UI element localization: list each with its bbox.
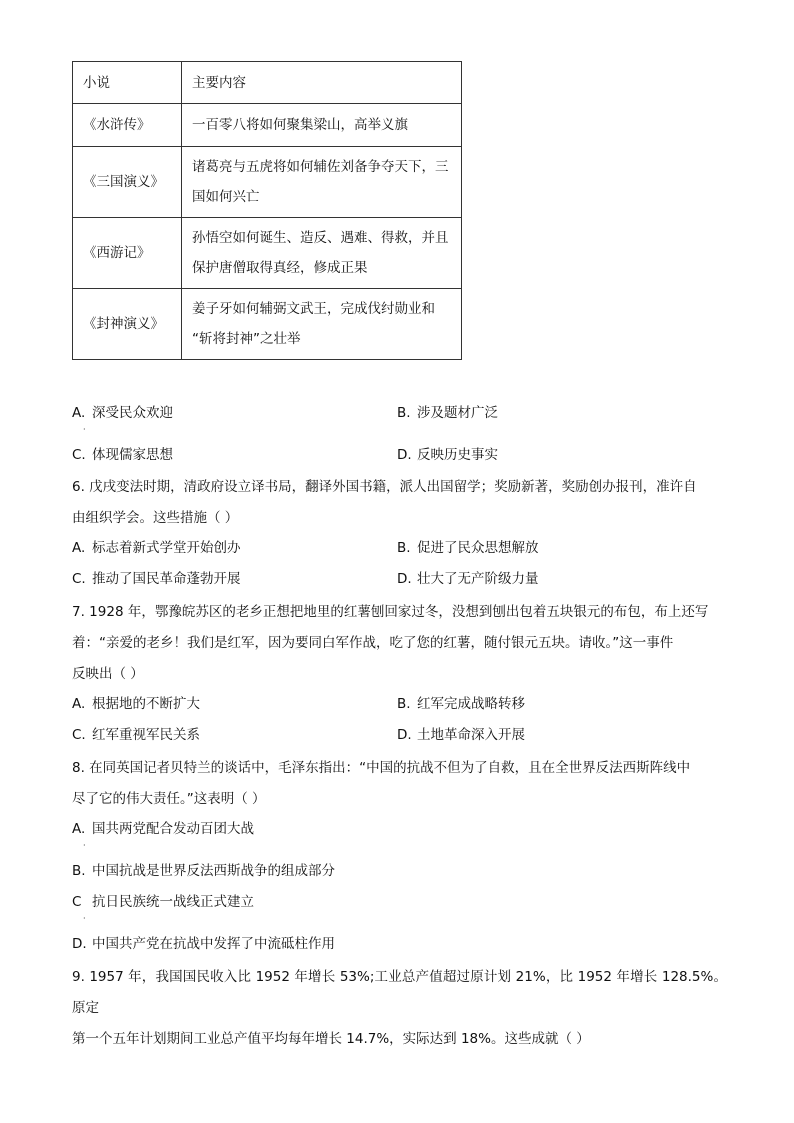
table-cell-novel: 《三国演义》	[73, 147, 182, 218]
option-text: 标志着新式学堂开始创办	[92, 540, 241, 556]
answer-mark-dot: ·	[83, 841, 86, 850]
q8-option-c[interactable]	[72, 892, 254, 912]
option-text: 红军重视军民关系	[92, 727, 200, 743]
q5-option-b[interactable]	[397, 403, 498, 423]
option-letter: B.	[397, 405, 411, 421]
option-text: 根据地的不断扩大	[92, 696, 200, 712]
option-text: 中国抗战是世界反法西斯战争的组成部分	[92, 863, 335, 879]
option-letter: D.	[397, 727, 412, 743]
option-text: 促进了民众思想解放	[417, 540, 539, 556]
table-row	[73, 289, 462, 360]
option-letter: C.	[72, 447, 86, 463]
option-letter: C.	[72, 727, 86, 743]
table-header-row	[73, 62, 462, 104]
q9-stem-line: 9. 1957 年，我国国民收入比 1952 年增长 53%;工业总产值超过原计划 21%，比 1952 年增长 128.5%。原定	[72, 969, 727, 1016]
content-line: 保护唐僧取得真经，修成正果	[192, 260, 368, 276]
q5-option-d[interactable]	[397, 445, 498, 465]
q7-stem-line: 着：“亲爱的老乡！我们是红军，因为要同白军作战，吃了您的红薯，随付银元五块。请收。”这一事件	[72, 635, 674, 651]
q8-stem-line: 尽了它的伟大责任。”这表明（ ）	[72, 791, 266, 807]
novel-content-table	[72, 61, 462, 360]
content-line: “斩将封神”之壮举	[192, 331, 301, 347]
option-text: 土地革命深入开展	[417, 727, 525, 743]
option-text: 反映历史事实	[417, 447, 498, 463]
q8-option-d[interactable]	[72, 934, 335, 954]
q6-option-b[interactable]	[397, 538, 539, 558]
option-text: 红军完成战略转移	[417, 696, 525, 712]
table-row	[73, 147, 462, 218]
q7-stem-line: 7. 1928 年，鄂豫皖苏区的老乡正想把地里的红薯刨回家过冬，没想到刨出包着五块银元的布包，布上还写	[72, 604, 709, 620]
q9-stem-line: 第一个五年计划期间工业总产值平均每年增长 14.7%，实际达到 18%。这些成就（ ）	[72, 1031, 590, 1047]
q5-option-c[interactable]	[72, 445, 173, 465]
option-text: 壮大了无产阶级力量	[417, 571, 539, 587]
table-row	[73, 218, 462, 289]
q8-option-b[interactable]	[72, 861, 335, 881]
table-cell-content: 一百零八将如何聚集梁山，高举义旗	[182, 104, 462, 147]
table-cell-novel: 《西游记》	[73, 218, 182, 289]
q7-stem	[72, 597, 727, 690]
option-letter: C	[72, 894, 82, 910]
option-text: 国共两党配合发动百团大战	[92, 821, 254, 837]
table-header-content: 主要内容	[182, 62, 462, 104]
q6-option-d[interactable]	[397, 569, 539, 589]
answer-mark-dot: ·	[83, 914, 86, 923]
option-letter: A.	[72, 696, 86, 712]
q6-stem	[72, 472, 727, 534]
q9-stem	[72, 962, 727, 1055]
table-cell-novel: 《封神演义》	[73, 289, 182, 360]
answer-mark-dot: ·	[83, 425, 86, 434]
q7-option-a[interactable]	[72, 694, 200, 714]
option-letter: B.	[397, 540, 411, 556]
q8-option-a[interactable]	[72, 819, 254, 839]
q7-option-c[interactable]	[72, 725, 200, 745]
content-line: 国如何兴亡	[192, 189, 260, 205]
q6-stem-line: 由组织学会。这些措施（ ）	[72, 510, 239, 526]
option-text: 深受民众欢迎	[92, 405, 173, 421]
option-letter: A.	[72, 821, 86, 837]
option-letter: B.	[397, 696, 411, 712]
q6-stem-line: 6. 戊戌变法时期，清政府设立译书局，翻译外国书籍，派人出国留学；奖励新著，奖励创办报刊，准许自	[72, 479, 697, 495]
table-row	[73, 104, 462, 147]
content-line: 孙悟空如何诞生、造反、遇难、得救，并且	[192, 230, 449, 246]
q8-stem-line: 8. 在同英国记者贝特兰的谈话中，毛泽东指出：“中国的抗战不但为了自救，且在全世界反法西斯阵线中	[72, 760, 691, 776]
content-line: 诸葛亮与五虎将如何辅佐刘备争夺天下，三	[192, 159, 449, 175]
table-cell-content	[182, 147, 462, 218]
table-cell-novel: 《水浒传》	[73, 104, 182, 147]
table-cell-content	[182, 218, 462, 289]
option-letter: A.	[72, 405, 86, 421]
q7-stem-line: 反映出（ ）	[72, 666, 144, 682]
option-text: 推动了国民革命蓬勃开展	[92, 571, 241, 587]
q6-option-c[interactable]	[72, 569, 241, 589]
q6-option-a[interactable]	[72, 538, 241, 558]
option-text: 涉及题材广泛	[417, 405, 498, 421]
option-letter: A.	[72, 540, 86, 556]
q7-option-b[interactable]	[397, 694, 525, 714]
option-letter: B.	[72, 863, 86, 879]
option-text: 抗日民族统一战线正式建立	[92, 894, 254, 910]
q8-stem	[72, 753, 727, 815]
q7-option-d[interactable]	[397, 725, 525, 745]
table-header-novel: 小说	[73, 62, 182, 104]
content-line: 姜子牙如何辅弼文武王，完成伐纣勋业和	[192, 301, 435, 317]
option-letter: D.	[397, 447, 412, 463]
q5-option-a[interactable]	[72, 403, 173, 423]
option-letter: D.	[397, 571, 412, 587]
table-cell-content	[182, 289, 462, 360]
option-letter: C.	[72, 571, 86, 587]
option-text: 中国共产党在抗战中发挥了中流砥柱作用	[92, 936, 335, 952]
option-text: 体现儒家思想	[92, 447, 173, 463]
option-letter: D.	[72, 936, 87, 952]
